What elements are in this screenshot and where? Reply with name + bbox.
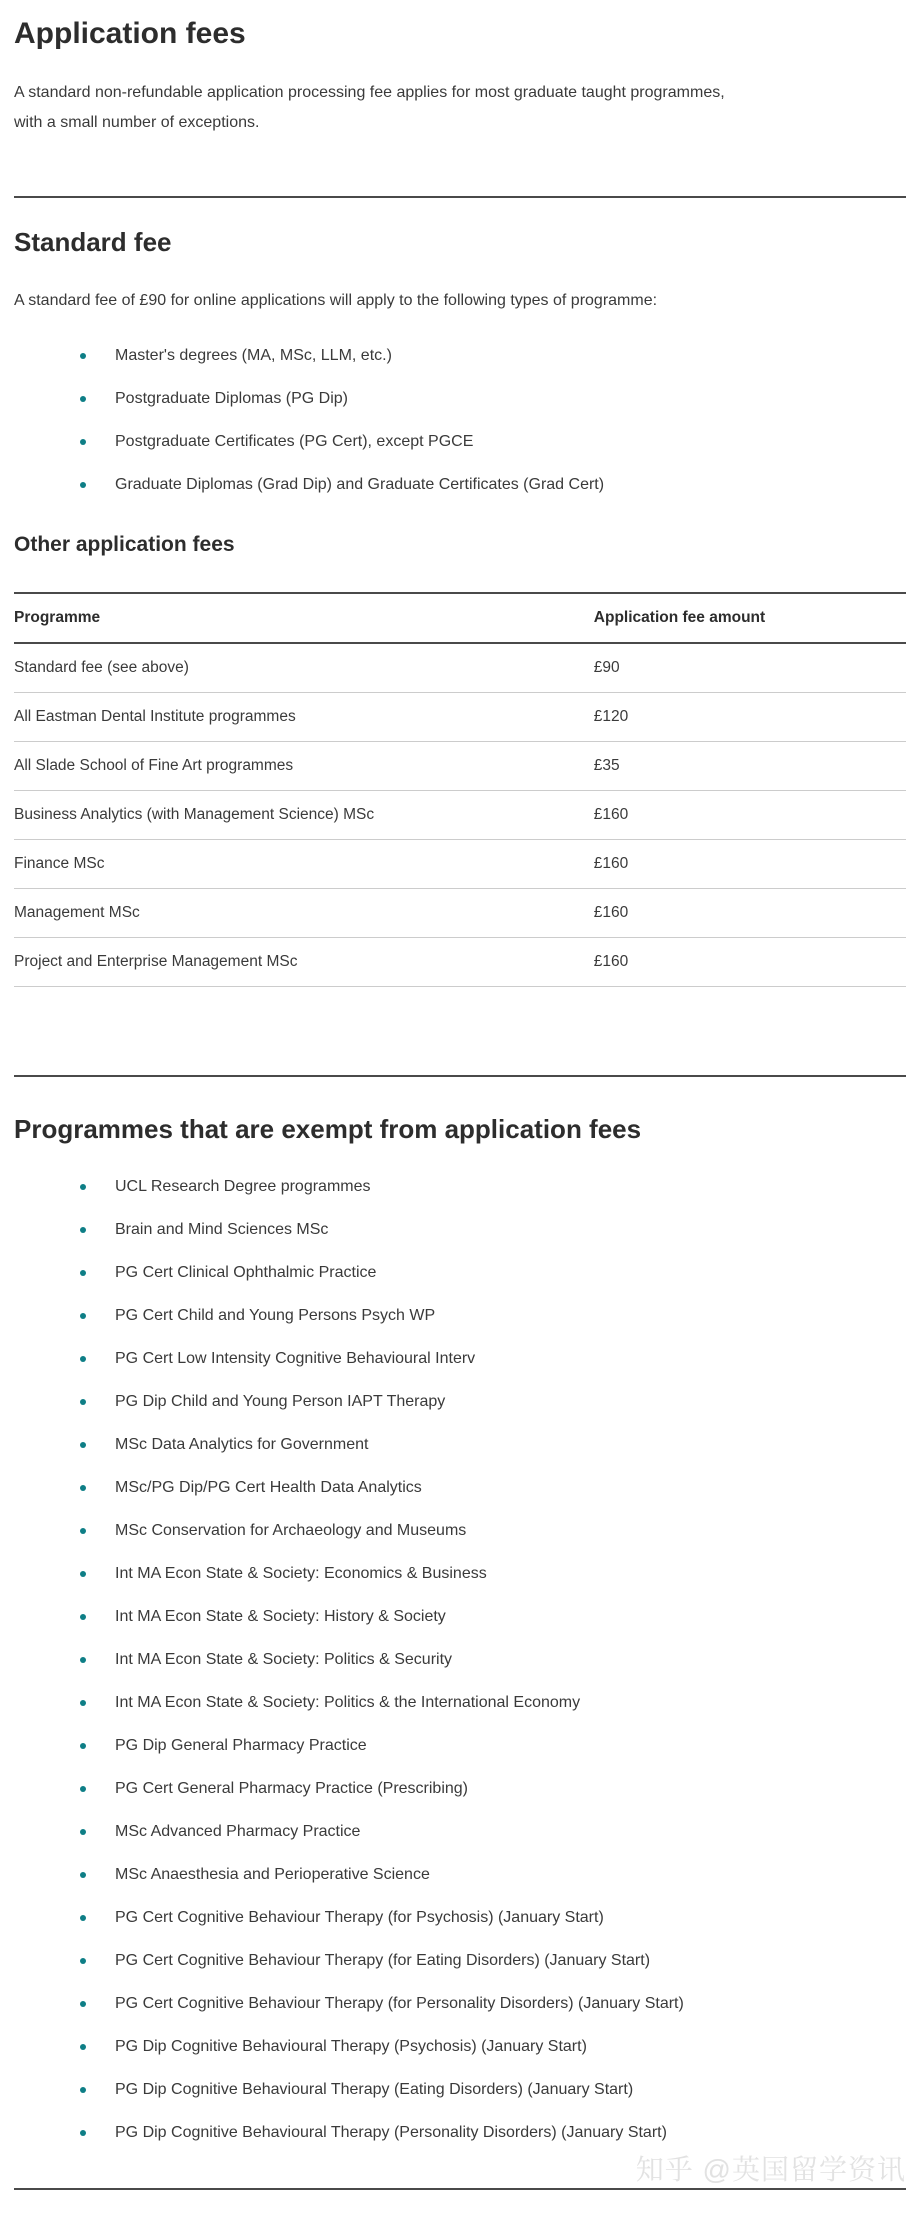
- exempt-programme-item: [14, 1896, 906, 1939]
- fee-cell: £160: [594, 889, 906, 938]
- intro-text: A standard non-refundable application processing fee applies for most graduate taught programmes, with a small number of exceptions.: [14, 84, 725, 131]
- bullet-icon: [80, 1786, 86, 1792]
- programme-type-list: [14, 334, 906, 506]
- exempt-programme-label: MSc/PG Dip/PG Cert Health Data Analytics: [115, 1478, 422, 1496]
- exempt-programme-item: [14, 2025, 906, 2068]
- programme-type-item: [14, 463, 906, 506]
- programme-type-item: [14, 377, 906, 420]
- table-row: [14, 791, 906, 840]
- bullet-icon: [80, 396, 86, 402]
- table-header-programme: Programme: [14, 593, 594, 643]
- bullet-icon: [80, 1829, 86, 1835]
- page-title: Application fees: [14, 17, 246, 50]
- exempt-programme-label: PG Dip Child and Young Person IAPT Therapy: [115, 1392, 446, 1410]
- table-row: [14, 643, 906, 693]
- programme-cell: Business Analytics (with Management Science) MSc: [14, 791, 594, 840]
- bullet-icon: [80, 1743, 86, 1749]
- bullet-icon: [80, 1399, 86, 1405]
- exempt-programme-label: PG Cert Cognitive Behaviour Therapy (for Psychosis) (January Start): [115, 1908, 604, 1926]
- table-header-fee: Application fee amount: [594, 593, 906, 643]
- table-row: [14, 840, 906, 889]
- bullet-icon: [80, 1313, 86, 1319]
- programme-cell: Management MSc: [14, 889, 594, 938]
- exempt-programme-label: MSc Conservation for Archaeology and Museums: [115, 1521, 467, 1539]
- bullet-icon: [80, 2130, 86, 2136]
- bullet-icon: [80, 1227, 86, 1233]
- table-row: [14, 938, 906, 987]
- bullet-icon: [80, 2044, 86, 2050]
- bullet-icon: [80, 2087, 86, 2093]
- programme-cell: All Slade School of Fine Art programmes: [14, 742, 594, 791]
- bullet-icon: [80, 353, 86, 359]
- exempt-programme-item: [14, 1165, 906, 1208]
- exempt-programme-label: Int MA Econ State & Society: History & Society: [115, 1607, 446, 1625]
- exempt-list: [14, 1165, 906, 2154]
- bullet-icon: [80, 1657, 86, 1663]
- exempt-programme-item: [14, 1423, 906, 1466]
- exempt-programme-item: [14, 1294, 906, 1337]
- zhihu-watermark: 知乎 @英国留学资讯: [635, 2154, 906, 2185]
- bullet-icon: [80, 1872, 86, 1878]
- programme-type-label: Postgraduate Diplomas (PG Dip): [115, 389, 348, 407]
- exempt-programme-label: UCL Research Degree programmes: [115, 1177, 371, 1195]
- exempt-programme-label: Int MA Econ State & Society: Economics & Business: [115, 1564, 487, 1582]
- exempt-programme-label: PG Cert Clinical Ophthalmic Practice: [115, 1263, 377, 1281]
- exempt-programme-item: [14, 1466, 906, 1509]
- exempt-programme-label: PG Dip General Pharmacy Practice: [115, 1736, 367, 1754]
- bottom-divider: [14, 2188, 906, 2190]
- exempt-programme-item: [14, 1939, 906, 1982]
- bullet-icon: [80, 1184, 86, 1190]
- fee-cell: £160: [594, 791, 906, 840]
- exempt-heading: Programmes that are exempt from application fees: [14, 1114, 642, 1144]
- bullet-icon: [80, 1915, 86, 1921]
- fee-cell: £90: [594, 643, 906, 693]
- exempt-programme-label: MSc Advanced Pharmacy Practice: [115, 1822, 361, 1840]
- exempt-programme-item: [14, 2068, 906, 2111]
- programme-type-item: [14, 334, 906, 377]
- programme-type-label: Postgraduate Certificates (PG Cert), except PGCE: [115, 432, 474, 450]
- bullet-icon: [80, 1571, 86, 1577]
- exempt-programme-label: Int MA Econ State & Society: Politics & the International Economy: [115, 1693, 581, 1711]
- table-header-row: [14, 593, 906, 643]
- exempt-programme-label: PG Cert Cognitive Behaviour Therapy (for Personality Disorders) (January Start): [115, 1994, 684, 2012]
- programme-cell: Project and Enterprise Management MSc: [14, 938, 594, 987]
- exempt-programme-label: Brain and Mind Sciences MSc: [115, 1220, 329, 1238]
- exempt-programme-item: [14, 1251, 906, 1294]
- exempt-programme-label: PG Cert Child and Young Persons Psych WP: [115, 1306, 436, 1324]
- section-divider: [14, 1075, 906, 1077]
- standard-fee-description: A standard fee of £90 for online applications will apply to the following types of programme:: [14, 292, 658, 309]
- exempt-programme-label: PG Cert Cognitive Behaviour Therapy (for Eating Disorders) (January Start): [115, 1951, 651, 1969]
- fees-table: [14, 592, 906, 987]
- exempt-programme-label: PG Dip Cognitive Behavioural Therapy (Psychosis) (January Start): [115, 2037, 587, 2055]
- bullet-icon: [80, 1614, 86, 1620]
- exempt-programme-item: [14, 1810, 906, 1853]
- exempt-programme-item: [14, 1380, 906, 1423]
- bullet-icon: [80, 1442, 86, 1448]
- fee-cell: £160: [594, 840, 906, 889]
- exempt-programme-item: [14, 1509, 906, 1552]
- programme-cell: Finance MSc: [14, 840, 594, 889]
- table-row: [14, 889, 906, 938]
- programme-cell: All Eastman Dental Institute programmes: [14, 693, 594, 742]
- bullet-icon: [80, 1485, 86, 1491]
- bullet-icon: [80, 1700, 86, 1706]
- exempt-programme-label: PG Dip Cognitive Behavioural Therapy (Eating Disorders) (January Start): [115, 2080, 634, 2098]
- exempt-programme-item: [14, 1767, 906, 1810]
- exempt-programme-item: [14, 1208, 906, 1251]
- exempt-programme-label: Int MA Econ State & Society: Politics & Security: [115, 1650, 453, 1668]
- exempt-programme-item: [14, 1595, 906, 1638]
- other-fees-heading: Other application fees: [14, 533, 235, 556]
- exempt-programme-item: [14, 1982, 906, 2025]
- bullet-icon: [80, 1356, 86, 1362]
- exempt-programme-item: [14, 1681, 906, 1724]
- bullet-icon: [80, 439, 86, 445]
- section-divider: [14, 196, 906, 198]
- bullet-icon: [80, 1270, 86, 1276]
- fee-cell: £35: [594, 742, 906, 791]
- programme-cell: Standard fee (see above): [14, 643, 594, 693]
- standard-fee-heading: Standard fee: [14, 227, 172, 257]
- fee-cell: £120: [594, 693, 906, 742]
- exempt-programme-item: [14, 1853, 906, 1896]
- bullet-icon: [80, 482, 86, 488]
- bullet-icon: [80, 2001, 86, 2007]
- exempt-programme-item: [14, 2111, 906, 2154]
- exempt-programme-label: PG Cert Low Intensity Cognitive Behavioural Interv: [115, 1349, 476, 1367]
- programme-type-item: [14, 420, 906, 463]
- exempt-programme-item: [14, 1552, 906, 1595]
- fee-cell: £160: [594, 938, 906, 987]
- table-row: [14, 693, 906, 742]
- exempt-programme-label: PG Dip Cognitive Behavioural Therapy (Personality Disorders) (January Start): [115, 2123, 667, 2141]
- bullet-icon: [80, 1958, 86, 1964]
- exempt-programme-label: PG Cert General Pharmacy Practice (Prescribing): [115, 1779, 468, 1797]
- exempt-programme-label: MSc Data Analytics for Government: [115, 1435, 369, 1453]
- exempt-programme-item: [14, 1337, 906, 1380]
- programme-type-label: Master's degrees (MA, MSc, LLM, etc.): [115, 346, 392, 364]
- bullet-icon: [80, 1528, 86, 1534]
- table-row: [14, 742, 906, 791]
- programme-type-label: Graduate Diplomas (Grad Dip) and Graduate Certificates (Grad Cert): [115, 475, 605, 493]
- exempt-programme-item: [14, 1638, 906, 1681]
- exempt-programme-label: MSc Anaesthesia and Perioperative Science: [115, 1865, 430, 1883]
- exempt-programme-item: [14, 1724, 906, 1767]
